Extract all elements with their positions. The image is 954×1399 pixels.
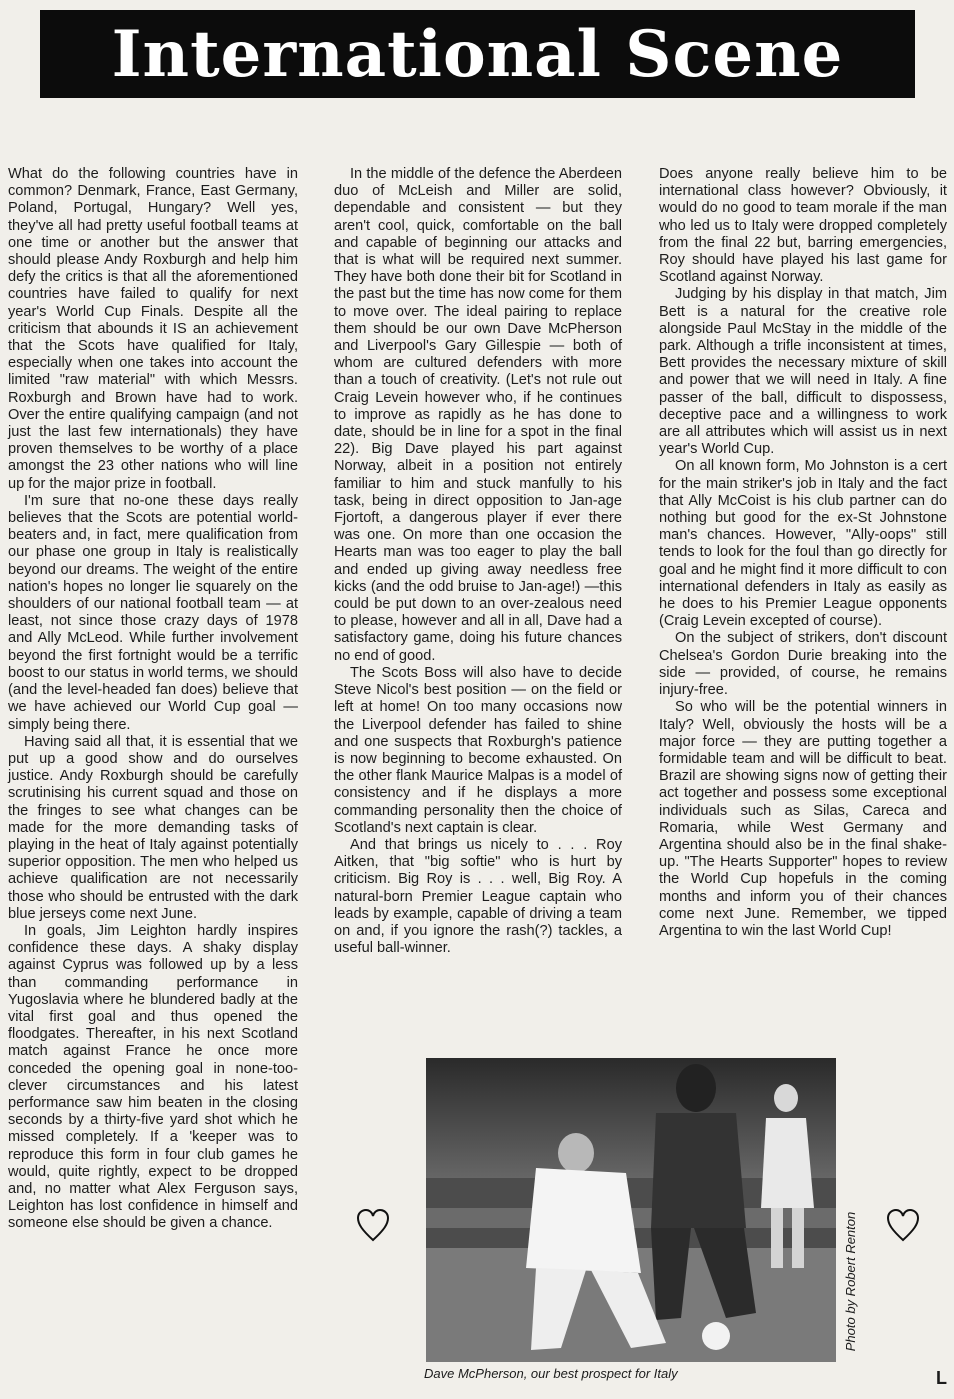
paragraph: The Scots Boss will also have to decide Steve Nicol's best position — on the field or left at home! On too many occasions now the Liverpool defender has failed to shine and one suspects that Roxburgh's patience is now beginning to become exhausted. On the other flank Maurice Malpas is a model of consistency and if he displays a more commanding personality then the choice of Scotland's next captain is clear. bbox=[334, 664, 622, 836]
page-number: L bbox=[936, 1368, 947, 1388]
paragraph: In the middle of the defence the Aberdeen duo of McLeish and Miller are solid, dependable and consistent — but they aren't cool, quick, comfortable on the ball and capable of beginning our attacks and that is what will be required next summer. They have both done their bit for Scotland in the past but the time has now come for them to move over. The ideal pairing to replace them should be our own Dave McPherson and Liverpool's Gary Gillespie — both of whom are cultured defenders with more than a touch of creativity. (Let's not rule out Craig Levein however who, if he continues to improve as rapidly as he has done to date, should be in line for a spot in the final 22). Big Dave played his part against Norway, albeit in a position not entirely familiar to him and stuck manfully to his task, being in direct opposition to Jan-age Fjortoft, a dangerous player if ever there was one. On more than one occasion the Hearts man was too eager to play the ball and ended up giving away needless free kicks (and the odd bruise to Jan-age!) —this could be put down to an over-zealous need to please, however and all in all, Dave had a satisfactory game, doing his future chances no end of good. bbox=[334, 166, 622, 664]
paragraph: What do the following countries have in common? Denmark, France, East Germany, Poland, Portugal, Hungary? Well yes, they've all had pretty useful football teams at one time or another but the answer that should please Andy Roxburgh and help him defy the critics is that all the aforementioned countries have failed to qualify for next year's World Cup Finals. Despite all the criticism that abounds it IS an achievement that the Scots have qualified for Italy, especially when one takes into account the limited "raw material" with which Messrs. Roxburgh and Brown have had to work. Over the entire qualifying campaign (and not just the last few internationals) they have proven themselves to be worthy of a place amongst the 23 other nations who will line up for the major prize in football. bbox=[8, 166, 298, 492]
article-column-3 bbox=[659, 166, 947, 940]
heart-icon bbox=[886, 1208, 920, 1244]
title-banner bbox=[40, 10, 915, 98]
paragraph: Having said all that, it is essential that we put up a good show and do ourselves justice. Andy Roxburgh should be carefully scrutinising his current squad and those on the fringes to see what changes can be made for the more demanding tasks of playing in the heat of Italy against potentially superior opposition. The men who helped us achieve qualification are not necessarily those who should be entrusted with the dark blue jerseys come next June. bbox=[8, 733, 298, 922]
paragraph: And that brings us nicely to . . . Roy Aitken, that "big softie" who is hurt by criticism. Big Roy is . . . well, Big Roy. A natural-born Premier League captain who leads by example, capable of driving a team on and, if you ignore the rash(?) tackles, a useful ball-winner. bbox=[334, 836, 622, 957]
paragraph: On the subject of strikers, don't discount Chelsea's Gordon Durie breaking into the side — provided, of course, he remains injury-free. bbox=[659, 630, 947, 699]
paragraph: Does anyone really believe him to be international class however? Obviously, it would do no good to team morale if the man who led us to Italy were dropped completely from the final 22 but, barring emergencies, Roy should have played his last game for Scotland against Norway. bbox=[659, 166, 947, 286]
photo-caption: Dave McPherson, our best prospect for Italy bbox=[424, 1366, 678, 1381]
photo-credit bbox=[840, 1200, 862, 1362]
paragraph: In goals, Jim Leighton hardly inspires confidence these days. A shaky display against Cyprus was followed up by a less than commanding performance in Yugoslavia where he blundered badly at the vital first goal and thus opened the floodgates. Thereafter, in his next Scotland match against France he once more conceded the opening goal in none-too-clever circumstances and his latest performance saw him beaten in the closing seconds by a thirty-five yard shot which he missed completely. If a 'keeper was to reproduce this form in four club games he would, quite rightly, expect to be dropped and, no matter what Alex Ferguson says, Leighton has lost confidence in himself and someone else should be given a chance. bbox=[8, 922, 298, 1232]
paragraph: I'm sure that no-one these days really believes that the Scots are potential world-beaters and, in fact, mere qualification from our phase one group in Italy is realistically beyond our dreams. The weight of the entire nation's hopes no longer lie squarely on the shoulders of our national football team — at least, not since those crazy days of 1978 and Ally McLeod. While further involvement beyond the first fortnight would be a terrific boost to our status in world terms, we should (and the level-headed fan does) believe that we have achieved our World Cup goal — simply being there. bbox=[8, 492, 298, 733]
match-photo bbox=[426, 1058, 836, 1362]
paragraph: On all known form, Mo Johnston is a cert for the main striker's job in Italy and the fact that Ally McCoist is his club partner can do nothing but good for the ex-St Johnstone man's chances. However, "Ally-oops" still tends to look for the foul than go directly for goal and he might find it more difficult to con international defenders in Italy as easily as he does to his Premier League opponents (Craig Levein excepted of course). bbox=[659, 458, 947, 630]
article-column-2 bbox=[334, 166, 622, 957]
heart-icon bbox=[356, 1208, 390, 1244]
photo-credit-text: Photo by Robert Renton bbox=[843, 1211, 859, 1351]
article-column-1 bbox=[8, 166, 298, 1233]
paragraph: Judging by his display in that match, Jim Bett is a natural for the creative role alongside Paul McStay in the middle of the park. Although a trifle inconsistent at times, Bett provides the necessary mixture of skill and power that we will need in Italy. A fine passer of the ball, difficult to dispossess, deceptive pace and a willingness to work are all attributes which will assist us in next year's World Cup. bbox=[659, 286, 947, 458]
paragraph: So who will be the potential winners in Italy? Well, obviously the hosts will be a major force — they are putting together a formidable team and will be difficult to beat. Brazil are showing signs now of getting their act together and possess some exceptional individuals such as Silas, Careca and Romaria, while West Germany and Argentina should also be in the final shake-up. "The Hearts Supporter" hopes to review the World Cup hopefuls in the coming months and inform you of their chances come next June. Remember, we tipped Argentina to win the last World Cup! bbox=[659, 699, 947, 939]
football-photo-illustration bbox=[426, 1058, 836, 1362]
page-title: International Scene bbox=[111, 16, 844, 92]
